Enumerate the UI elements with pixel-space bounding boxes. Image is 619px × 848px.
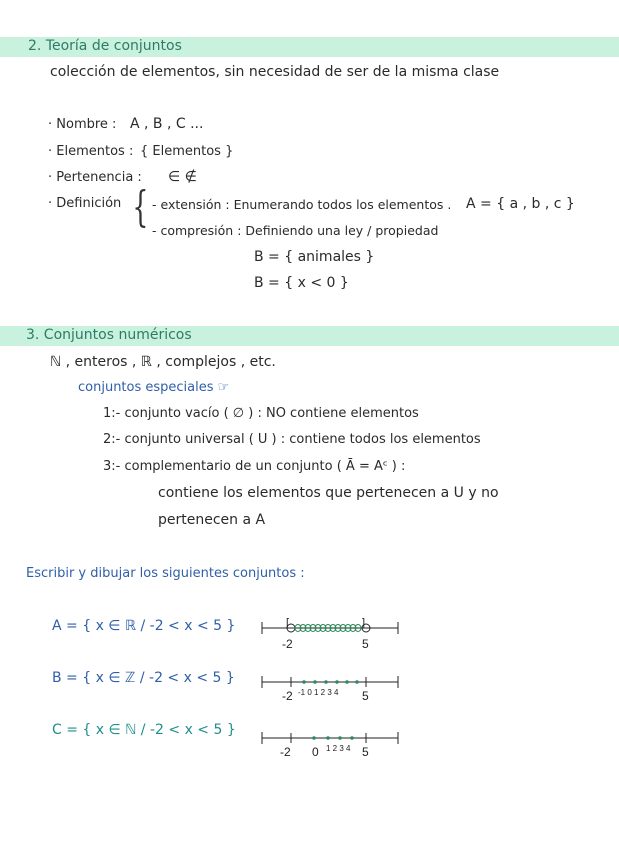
line-c-label-right: 5 xyxy=(362,745,369,759)
line-c-label-mid: 1 2 3 4 xyxy=(326,744,351,753)
bullet-nombre-label: · Nombre : xyxy=(48,117,117,132)
set-b-definition: B = { x ∈ ℤ / -2 < x < 5 } xyxy=(52,670,235,686)
bullet-nombre-value: A , B , C ... xyxy=(130,116,204,132)
bullet-definicion-label: · Definición xyxy=(48,196,122,211)
line-c-label-zero: 0 xyxy=(312,745,319,759)
special-sets-title: conjuntos especiales ☞ xyxy=(78,380,230,395)
complement-description-1: contiene los elementos que pertenecen a U y no xyxy=(158,485,499,501)
comprension-text: - compresión : Definiendo una ley / propiedad xyxy=(152,223,439,238)
section-3-heading: 3. Conjuntos numéricos xyxy=(26,327,192,343)
definition-brace: { xyxy=(132,182,149,231)
special-set-1: 1:- conjunto vacío ( ∅ ) : NO contiene elementos xyxy=(103,406,419,421)
exercise-title: Escribir y dibujar los siguientes conjuntos : xyxy=(26,566,305,581)
extension-example: A = { a , b , c } xyxy=(466,196,575,212)
bullet-elementos-label: · Elementos : xyxy=(48,144,134,159)
bullet-elementos-value: { Elementos } xyxy=(140,144,234,159)
special-set-2: 2:- conjunto universal ( U ) : contiene todos los elementos xyxy=(103,432,481,447)
section-2-heading: 2. Teoría de conjuntos xyxy=(28,38,182,54)
line-b-label-left: -2 xyxy=(282,689,293,703)
special-set-3: 3:- complementario de un conjunto ( Ā = Aᶜ ) : xyxy=(103,459,406,474)
number-line-a xyxy=(258,612,408,652)
complement-description-2: pertenecen a A xyxy=(158,512,266,528)
line-b-label-right: 5 xyxy=(362,689,369,703)
number-line-b xyxy=(258,666,408,706)
line-b-label-mid: -1 0 1 2 3 4 xyxy=(298,688,339,697)
line-c-label-left: -2 xyxy=(280,745,291,759)
extension-text: - extensión : Enumerando todos los elementos . xyxy=(152,197,452,212)
bullet-pertenencia-value: ∈ ∉ xyxy=(168,169,197,185)
number-line-c xyxy=(258,722,408,762)
line-a-label-right: 5 xyxy=(362,637,369,651)
svg-text:[: [ xyxy=(286,617,290,629)
comprension-example-2: B = { x < 0 } xyxy=(254,275,349,291)
bullet-pertenencia-label: · Pertenencia : xyxy=(48,170,142,185)
number-sets-line: ℕ , enteros , ℝ , complejos , etc. xyxy=(50,354,276,370)
comprension-example-1: B = { animales } xyxy=(254,249,375,265)
svg-text:]: ] xyxy=(362,617,366,629)
set-a-definition: A = { x ∈ ℝ / -2 < x < 5 } xyxy=(52,618,236,634)
set-c-definition: C = { x ∈ ℕ / -2 < x < 5 } xyxy=(52,722,236,738)
line-a-label-left: -2 xyxy=(282,637,293,651)
set-definition-text: colección de elementos, sin necesidad de ser de la misma clase xyxy=(50,64,500,80)
